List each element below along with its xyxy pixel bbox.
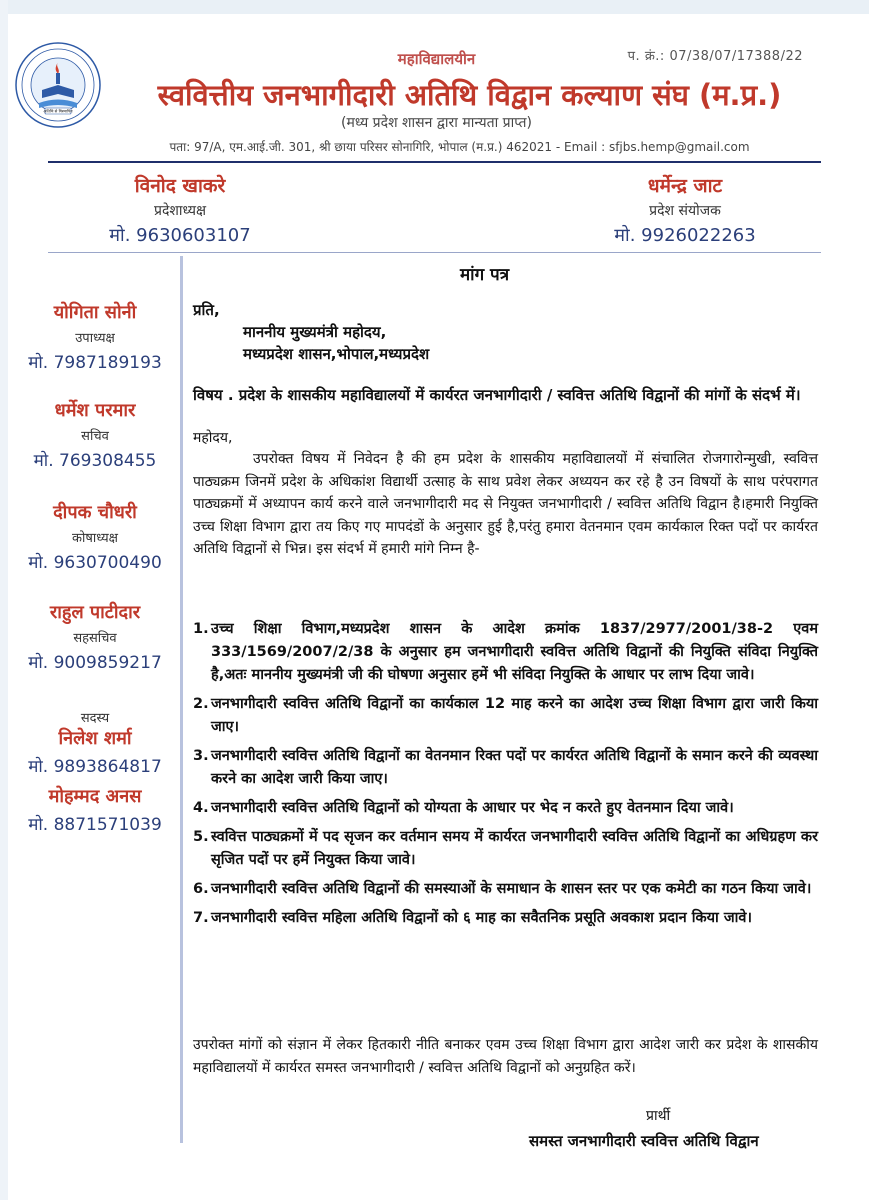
official-role: प्रदेशाध्यक्ष bbox=[154, 203, 206, 219]
official-role: प्रदेश संयोजक bbox=[649, 203, 721, 219]
member-phone: मो. 769308455 bbox=[33, 451, 157, 471]
demand-number: 6. bbox=[193, 881, 209, 897]
left-border bbox=[0, 0, 8, 1200]
demand-text: स्ववित्त पाठ्यक्रमों में पद सृजन कर वर्तमान समय में कार्यरत जनभागीदारी स्ववित्त अतिथि विद्वानों का अधिग्रहण कर सृजित पदों पर हमें नियुक्त किया जावे। bbox=[211, 829, 818, 868]
demand-item bbox=[193, 693, 818, 739]
member-role: उपाध्यक्ष bbox=[75, 331, 115, 346]
closing-paragraph: उपरोक्त मांगों को संज्ञान में लेकर हितकारी नीति बनाकर एवम उच्च शिक्षा विभाग द्वारा आदेश जारी कर प्रदेश के शासकीय महाविद्यालयों में कार्यरत समस्त जनभागीदारी / स्ववित्त अतिथि विद्वानों को अनुग्रहित करें। bbox=[193, 1037, 818, 1076]
demand-item bbox=[193, 878, 818, 901]
recognition-note: (मध्य प्रदेश शासन द्वारा मान्यता प्राप्त) bbox=[341, 115, 532, 131]
organization-title: स्ववित्तीय जनभागीदारी अतिथि विद्वान कल्याण संघ (म.प्र.) bbox=[157, 78, 782, 112]
demand-item bbox=[193, 826, 818, 872]
demand-number: 4. bbox=[193, 800, 209, 816]
demand-text: जनभागीदारी स्ववित्त महिला अतिथि विद्वानों को ६ माह का सवैतनिक प्रसूति अवकाश प्रदान किया जावे। bbox=[211, 910, 752, 926]
demand-item bbox=[193, 797, 818, 820]
member-name: दीपक चौधरी bbox=[53, 502, 137, 523]
official-name: विनोद खाकरे bbox=[134, 175, 226, 197]
sidebar-divider bbox=[180, 256, 183, 1143]
demand-number: 7. bbox=[193, 910, 209, 926]
member-joint-secretary bbox=[18, 600, 172, 673]
logo-caption: अतिथि से विस्थापित bbox=[43, 108, 73, 114]
demand-number: 2. bbox=[193, 696, 209, 712]
member-vice-president bbox=[18, 300, 172, 373]
tagline: महाविद्यालयीन bbox=[397, 50, 476, 68]
demand-text: जनभागीदारी स्ववित्त अतिथि विद्वानों की समस्याओं के समाधान के शासन स्तर पर एक कमेटी का गठन किया जावे। bbox=[211, 881, 812, 897]
member-name: योगिता सोनी bbox=[53, 302, 137, 323]
recipient-line-2: मध्यप्रदेश शासन,भोपाल,मध्यप्रदेश bbox=[243, 345, 430, 363]
registration-number: प. क्रं.: 07/38/07/17388/22 bbox=[627, 49, 803, 64]
signatory: समस्त जनभागीदारी स्ववित्त अतिथि विद्वान bbox=[529, 1132, 759, 1150]
member-label: सदस्य bbox=[80, 711, 110, 726]
member-role: सहसचिव bbox=[73, 631, 117, 646]
demand-number: 1. bbox=[193, 621, 209, 637]
member-name: निलेश शर्मा bbox=[58, 728, 132, 749]
member-name: धर्मेश परमार bbox=[54, 400, 136, 421]
member-phone: मो. 9009859217 bbox=[28, 653, 162, 673]
header-divider bbox=[48, 161, 821, 163]
official-phone: मो. 9630603107 bbox=[109, 225, 251, 246]
member-phone: मो. 9893864817 bbox=[28, 757, 162, 777]
officials-divider bbox=[48, 252, 821, 253]
demand-text: जनभागीदारी स्ववित्त अतिथि विद्वानों का कार्यकाल 12 माह करने का आदेश उच्च शिक्षा विभाग द्वारा जारी किया जाए। bbox=[211, 696, 818, 735]
body-paragraph: उपरोक्त विषय में निवेदन है की हम प्रदेश के शासकीय महाविद्यालयों में संचालित रोजगारोन्मुखी, स्ववित्त पाठ्यक्रम जिनमें प्रदेश के अधिकांश विद्यार्थी उत्साह के साथ प्रवेश लेकर अध्ययन कर रहे है उन विषयों के साथ परंपरागत पाठ्यक्रमों में अध्यापन कार्य करने वाले जनभागीदारी मद से नियुक्त जनभागीदारी / स्ववित्त अतिथि विद्वान है।हमारी नियुक्ति उच्च शिक्षा विभाग द्वारा तय किए गए मापदंडों के अनुसार हुई है,परंतु हमारा वेतनमान एवम कार्यकाल रिक्त पदों पर कार्यरत अतिथि विद्वानों से भिन्न। इस संदर्भ में हमारी मांगे निम्न है- bbox=[193, 451, 818, 557]
official-name: धर्मेन्द्र जाट bbox=[647, 175, 723, 197]
address-line: पता: 97/A, एम.आई.जी. 301, श्री छाया परिसर सोनागिरि, भोपाल (म.प्र.) 462021 - Email : sfjbs.hemp@gmail.com bbox=[169, 140, 750, 154]
member-secretary bbox=[18, 398, 172, 471]
demand-item bbox=[193, 907, 818, 930]
member-phone: मो. 7987189193 bbox=[28, 353, 162, 373]
demand-text: जनभागीदारी स्ववित्त अतिथि विद्वानों को योग्यता के आधार पर भेद न करते हुए वेतनमान दिया जावे। bbox=[211, 800, 734, 816]
salutation: महोदय, bbox=[193, 430, 233, 446]
member-role: सचिव bbox=[81, 429, 109, 444]
member-member-1 bbox=[18, 708, 172, 777]
member-name: मोहम्मद अनस bbox=[48, 786, 142, 807]
demand-item bbox=[193, 745, 818, 791]
recipient-prefix: प्रति, bbox=[193, 301, 220, 319]
member-phone: मो. 9630700490 bbox=[28, 553, 162, 573]
demand-number: 5. bbox=[193, 829, 209, 845]
recipient-line-1: माननीय मुख्यमंत्री महोदय, bbox=[243, 323, 387, 341]
top-border bbox=[0, 0, 869, 14]
document-title: मांग पत्र bbox=[460, 265, 510, 285]
member-name: राहुल पाटीदार bbox=[49, 602, 141, 623]
demand-text: जनभागीदारी स्ववित्त अतिथि विद्वानों का वेतनमान रिक्त पदों पर कार्यरत अतिथि विद्वानों के समान करने की व्यवस्था करने का आदेश जारी किया जाए। bbox=[211, 748, 818, 787]
official-phone: मो. 9926022263 bbox=[614, 225, 756, 246]
official-convener bbox=[585, 172, 785, 247]
subject-line: विषय . प्रदेश के शासकीय महाविद्यालयों में कार्यरत जनभागीदारी / स्ववित्त अतिथि विद्वानों की मांगों के संदर्भ में। bbox=[193, 386, 801, 404]
demands-list bbox=[193, 618, 818, 936]
demand-number: 3. bbox=[193, 748, 209, 764]
demand-text: उच्च शिक्षा विभाग,मध्यप्रदेश शासन के आदेश क्रमांक 1837/2977/2001/38-2 एवम 333/1569/2007/2/38 के अनुसार हम जनभागीदारी स्ववित्त अतिथि विद्वानों की नियुक्ति संविदा नियुक्ति है,अतः माननीय मुख्यमंत्री जी की घोषणा अनुसार हमें भी संविदा नियुक्ति के आधार पर लाभ दिया जावे। bbox=[211, 621, 818, 683]
member-role: कोषाध्यक्ष bbox=[72, 531, 118, 546]
member-phone: मो. 8871571039 bbox=[28, 815, 162, 835]
official-president bbox=[75, 172, 285, 247]
member-treasurer bbox=[18, 500, 172, 573]
signoff: प्रार्थी bbox=[646, 1108, 671, 1124]
member-member-2 bbox=[18, 784, 172, 835]
demand-item bbox=[193, 618, 818, 687]
